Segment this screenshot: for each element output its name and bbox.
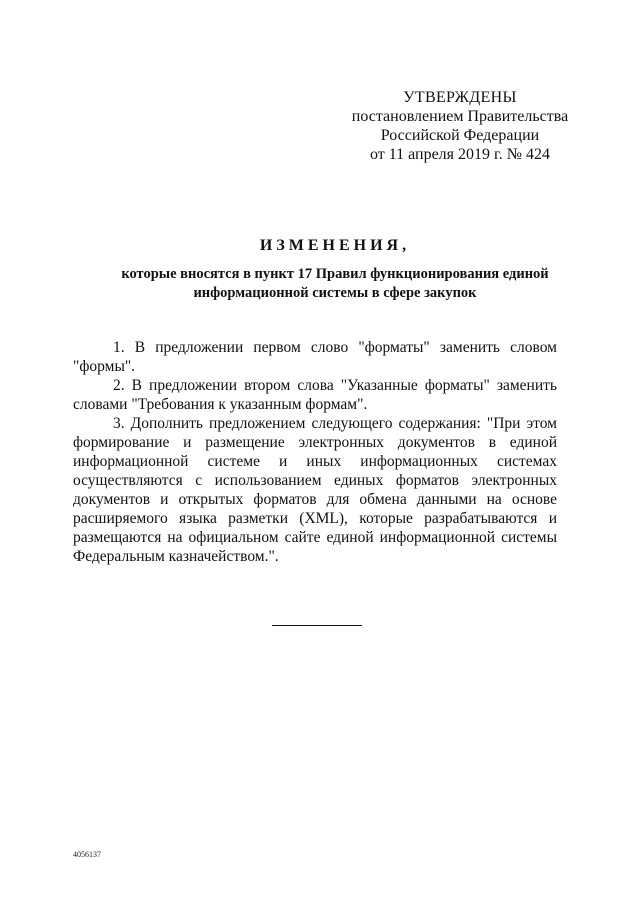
document-heading [60, 237, 610, 303]
approval-stamp [330, 88, 590, 164]
paragraph-3: 3. Дополнить предложением следующего содержания: "При этом формирование и размещение электронных документов в единой информационной системе и иных информационных системах осуществляются с использованием единых форматов электронных документов и открытых форматов для обмена данными на основе расширяемого языка разметки (XML), которые разрабатываются и размещаются на официальном сайте единой информационной системы Федеральным казначейством.". [73, 415, 557, 565]
document-body [73, 338, 557, 566]
approval-line-2: Российской Федерации [380, 127, 540, 144]
heading-subtitle-1: которые вносятся в пункт 17 Правил функционирования единой [121, 266, 549, 282]
heading-title: ИЗМЕНЕНИЯ, [259, 237, 411, 254]
paragraph-2: 2. В предложении втором слова "Указанные форматы" заменить словами "Требования к указанным формам". [73, 377, 557, 413]
approval-line-1: постановлением Правительства [351, 108, 569, 125]
closing-rule [272, 625, 362, 626]
approval-title: УТВЕРЖДЕНЫ [403, 89, 517, 106]
heading-subtitle-2: информационной системы в сфере закупок [193, 285, 477, 301]
document-number: 4056137 [73, 850, 101, 859]
approval-line-3: от 11 апреля 2019 г. № 424 [369, 146, 551, 163]
paragraph-1: 1. В предложении первом слово "форматы" заменить словом "формы". [73, 339, 557, 375]
